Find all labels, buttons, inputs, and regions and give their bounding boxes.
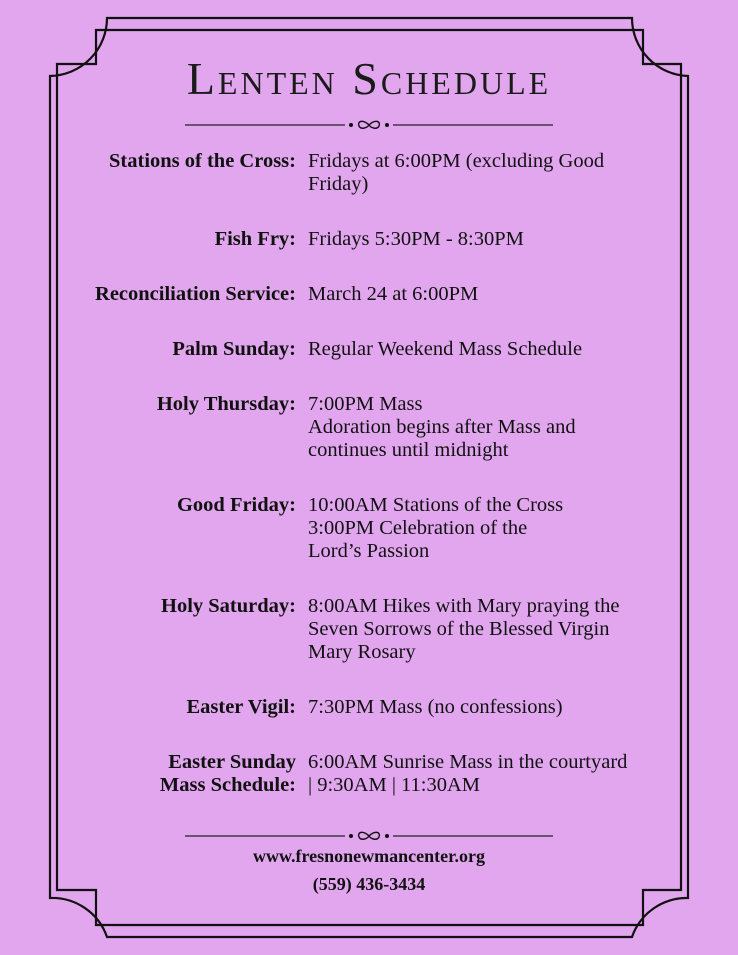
schedule-row bbox=[0, 338, 738, 361]
website-link[interactable]: www.fresnonewmancenter.org bbox=[253, 846, 485, 866]
schedule-label: Easter Vigil: bbox=[186, 696, 296, 718]
schedule-label: Holy Saturday: bbox=[161, 595, 296, 617]
schedule-value: March 24 at 6:00PM bbox=[308, 283, 479, 305]
page-title: Lenten Schedule bbox=[186, 53, 552, 104]
schedule-label: Palm Sunday: bbox=[172, 338, 296, 360]
ornament-divider-bottom bbox=[185, 829, 553, 843]
schedule-row bbox=[0, 494, 738, 563]
schedule-row bbox=[0, 751, 738, 797]
schedule-label: Easter Sunday Mass Schedule: bbox=[159, 751, 296, 796]
schedule-row bbox=[0, 393, 738, 462]
schedule-label: Good Friday: bbox=[176, 494, 296, 516]
phone-number: (559) 436-3434 bbox=[312, 874, 426, 894]
schedule-value: 10:00AM Stations of the Cross 3:00PM Celebration of the Lord’s Passion bbox=[308, 494, 564, 562]
schedule-value: 7:30PM Mass (no confessions) bbox=[308, 696, 563, 718]
schedule-row bbox=[0, 696, 738, 719]
schedule-label: Stations of the Cross: bbox=[109, 150, 296, 172]
schedule-value: Fridays at 6:00PM (excluding Good Friday) bbox=[308, 150, 605, 195]
schedule-label: Fish Fry: bbox=[214, 228, 296, 250]
schedule-row bbox=[0, 283, 738, 306]
schedule-row bbox=[0, 595, 738, 664]
schedule-label: Reconciliation Service: bbox=[95, 283, 296, 305]
schedule-value: 7:00PM Mass Adoration begins after Mass and continues until midnight bbox=[308, 393, 576, 461]
schedule-value: Regular Weekend Mass Schedule bbox=[308, 338, 583, 360]
schedule-value: 6:00AM Sunrise Mass in the courtyard | 9:30AM | 11:30AM bbox=[308, 751, 628, 796]
schedule-value: Fridays 5:30PM - 8:30PM bbox=[308, 228, 524, 250]
schedule-row bbox=[0, 150, 738, 196]
schedule-row bbox=[0, 228, 738, 251]
schedule-label: Holy Thursday: bbox=[156, 393, 296, 415]
schedule-list bbox=[0, 150, 738, 829]
ornament-divider-top bbox=[185, 118, 553, 132]
schedule-value: 8:00AM Hikes with Mary praying the Seven Sorrows of the Blessed Virgin Mary Rosary bbox=[308, 595, 620, 663]
